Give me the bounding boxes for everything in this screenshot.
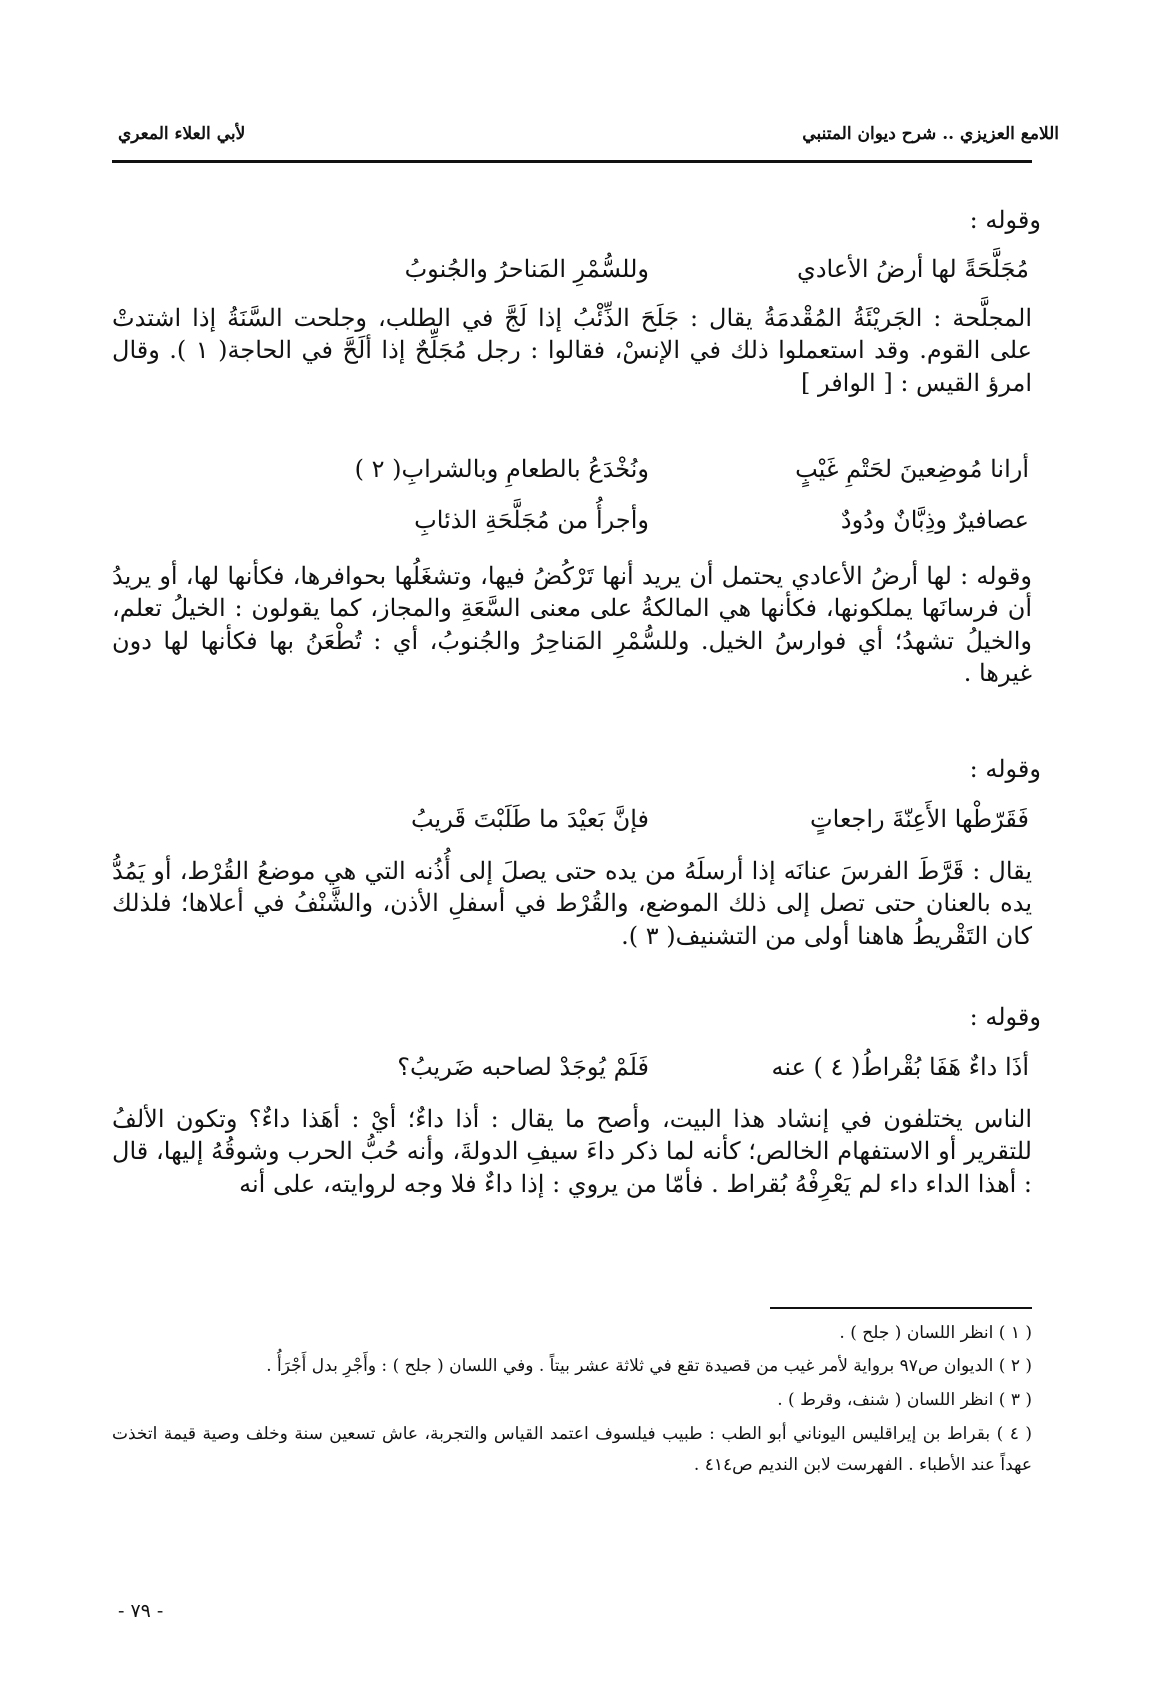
verse-hemistich-second: فإنَّ بَعيْدَ ما طَلَبْتَ قَريبُ xyxy=(410,805,649,833)
footnote: ( ٤ ) بقراط بن إيراقليس اليوناني أبو الطب : طبيب فيلسوف اعتمد القياس والتجربة، عاش تسعين سنة وخلف وصية قيمة اتخذت عهداً عند الأطباء . الفهرست لابن النديم ص٤١٤ . xyxy=(112,1424,1032,1476)
commentary-paragraph: يقال : قَرَّطَ الفرسَ عنانَه إذا أرسلَهُ من يده حتى يصلَ إلى أُذُنه التي هي موضعُ القُرْط، أو يَمُدُّ يده بالعنان حتى تصل إلى ذلك الموضع، والقُرْط في أسفلِ الأذن، والشَّنْفُ في أعلاها؛ فلذلك كان التَقْريطُ هاهنا أولى من التشنيف( ٣ ). xyxy=(112,857,1032,950)
footnote: ( ٣ ) انظر اللسان ( شنف، وقرط ) . xyxy=(777,1390,1032,1410)
footnote: ( ١ ) انظر اللسان ( جلح ) . xyxy=(839,1323,1032,1343)
verse-hemistich-first: أرانا مُوضِعينَ لحَتْمِ غَيْبٍ xyxy=(795,455,1029,483)
verse-hemistich-first: أذَا داءٌ هَفَا بُقْراطُ( ٤ ) عنه xyxy=(771,1053,1029,1081)
commentary-paragraph: وقوله : لها أرضُ الأعادي يحتمل أن يريد أنها تَرْكُضُ فيها، وتشغَلُها بحوافرها، فكأنها لها، أو يريدُ أن فرسانَها يملكونها، فكأنها هي المالكةُ على معنى السَّعَةِ والمجاز، كما يقولون : الخيلُ تعلم، والخيلُ تشهدُ؛ أي فوارسُ الخيل. وللسُّمْرِ المَناحِرُ والجُنوبُ، أي : تُطْعَنُ بها فكأنها لها دون غيرها . xyxy=(112,562,1032,688)
verse-line xyxy=(209,805,1029,845)
commentary-paragraph: الناس يختلفون في إنشاد هذا البيت، وأصح ما يقال : أذا داءٌ؛ أيْ : أهَذا داءٌ؟ وتكون الألفُ للتقرير أو الاستفهام الخالص؛ كأنه لما ذكر داءَ سيفِ الدولةَ، وأنه حُبُّ الحرب وشوقُهُ إليها، قال : أهذا الداء داء لم يَعْرِفْهُ بُقراط . فأمّا من يروي : إذا داءٌ فلا وجه لروايته، على أنه xyxy=(112,1105,1032,1198)
verse-line xyxy=(209,455,1029,495)
verse-hemistich-second: وللسُّمْرِ المَناحرُ والجُنوبُ xyxy=(404,255,649,283)
running-header-title: اللامع العزيزي .. شرح ديوان المتنبي xyxy=(802,124,1059,144)
verse-hemistich-first: فَقَرّطْها الأَعِنّةَ راجعاتٍ xyxy=(810,805,1029,833)
verse-hemistich-first: عصافيرٌ وذِبَّانٌ ودُودٌ xyxy=(840,506,1029,534)
footnote: ( ٢ ) الديوان ص٩٧ برواية لأمر غيب من قصيدة تقع في ثلاثة عشر بيتاً . وفي اللسان ( جلح ) : وأَجْرِ بدل أَجْرَأُ . xyxy=(266,1356,1032,1376)
verse-line xyxy=(209,255,1029,295)
verse-hemistich-second: وأجرأُ من مُجَلَّحَةِ الذئابِ xyxy=(414,506,649,534)
verse-hemistich-second: فَلَمْ يُوجَدْ لصاحبه ضَريبُ؟ xyxy=(397,1053,649,1081)
verse-line xyxy=(209,506,1029,546)
running-header-author: لأبي العلاء المعري xyxy=(118,124,246,144)
section-label: وقوله : xyxy=(969,206,1041,234)
header-rule xyxy=(112,160,1032,163)
section-label: وقوله : xyxy=(969,1003,1041,1031)
page-number: - ٧٩ - xyxy=(118,1600,164,1622)
verse-hemistich-first: مُجَلَّحَةً لها أرضُ الأعادي xyxy=(797,255,1029,283)
commentary-paragraph: المجلَّحة : الجَريْئَةُ المُقْدمَةُ يقال : جَلَحَ الذِّئْبُ إذا لَجَّ في الطلب، وجلحت السَّنَةُ إذا اشتدتْ على القوم. وقد استعملوا ذلك في الإنسْ، فقالوا : رجل مُجَلِّحٌ إذا ألَحَّ في الحاجة( ١ ). وقال امرؤ القيس : [ الوافر ] xyxy=(112,304,1033,397)
footnote-rule xyxy=(770,1307,1032,1309)
section-label: وقوله : xyxy=(969,755,1041,783)
verse-line xyxy=(209,1053,1029,1093)
verse-hemistich-second: ونُخْدَعُ بالطعامِ وبالشرابِ( ٢ ) xyxy=(354,455,649,483)
